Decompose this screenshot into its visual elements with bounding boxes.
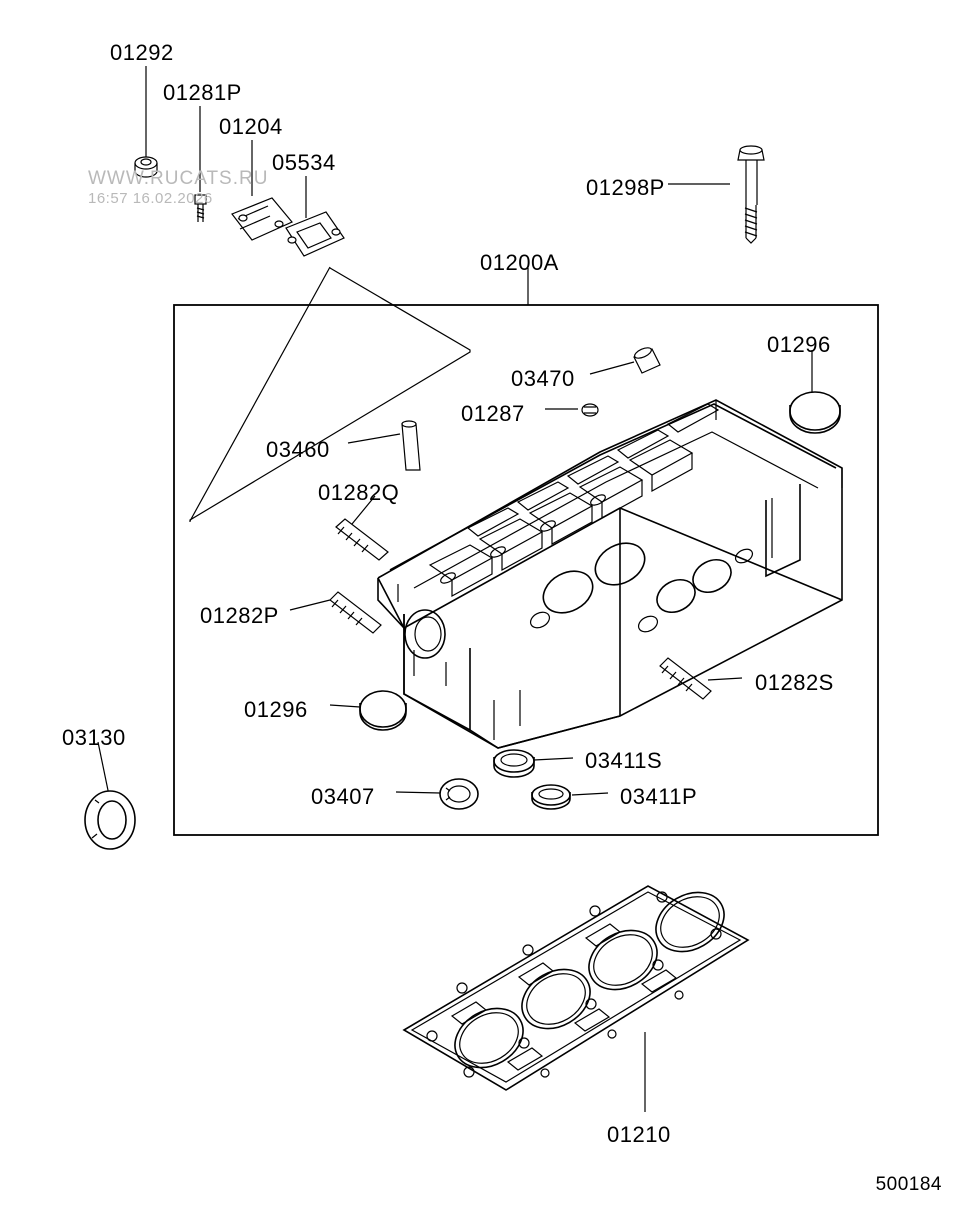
watermark-timestamp: 16:57 16.02.2026 (88, 190, 213, 207)
callout-01210: 01210 (607, 1122, 671, 1147)
callout-01298P: 01298P (586, 175, 665, 200)
part-01210-head-gasket (404, 881, 748, 1090)
part-01296-left (360, 691, 406, 730)
part-03470 (633, 346, 660, 373)
callout-01287: 01287 (461, 401, 525, 426)
callout-03411P: 03411P (620, 784, 698, 809)
part-01282Q (336, 519, 388, 560)
diagram-number: 500184 (875, 1174, 942, 1195)
part-05534 (286, 212, 344, 256)
callout-03411S: 03411S (585, 748, 663, 773)
part-01282P (330, 592, 381, 633)
callout-01282S: 01282S (755, 670, 834, 695)
callout-03407: 03407 (311, 784, 375, 809)
callout-01200A: 01200A (480, 250, 559, 275)
part-01298P (738, 146, 764, 243)
part-03460 (402, 421, 420, 470)
callout-01282Q: 01282Q (318, 480, 400, 505)
callout-03460: 03460 (266, 437, 330, 462)
callout-03470: 03470 (511, 366, 575, 391)
part-03130 (85, 791, 135, 849)
part-01287 (582, 404, 598, 416)
callout-03130: 03130 (62, 725, 126, 750)
callout-01282P: 01282P (200, 603, 279, 628)
part-01296-top (790, 392, 840, 433)
part-01282S (660, 658, 711, 699)
part-03407 (440, 779, 478, 809)
part-03411P (532, 785, 570, 809)
watermark-url: WWW.RUCATS.RU (88, 168, 269, 189)
callout-01281P: 01281P (163, 80, 242, 105)
callout-05534: 05534 (272, 150, 336, 175)
callout-01292: 01292 (110, 40, 174, 65)
callout-01296-top: 01296 (767, 332, 831, 357)
callout-01296-left: 01296 (244, 697, 308, 722)
part-03411S (494, 750, 534, 777)
callout-01204: 01204 (219, 114, 283, 139)
part-01204 (232, 198, 292, 240)
